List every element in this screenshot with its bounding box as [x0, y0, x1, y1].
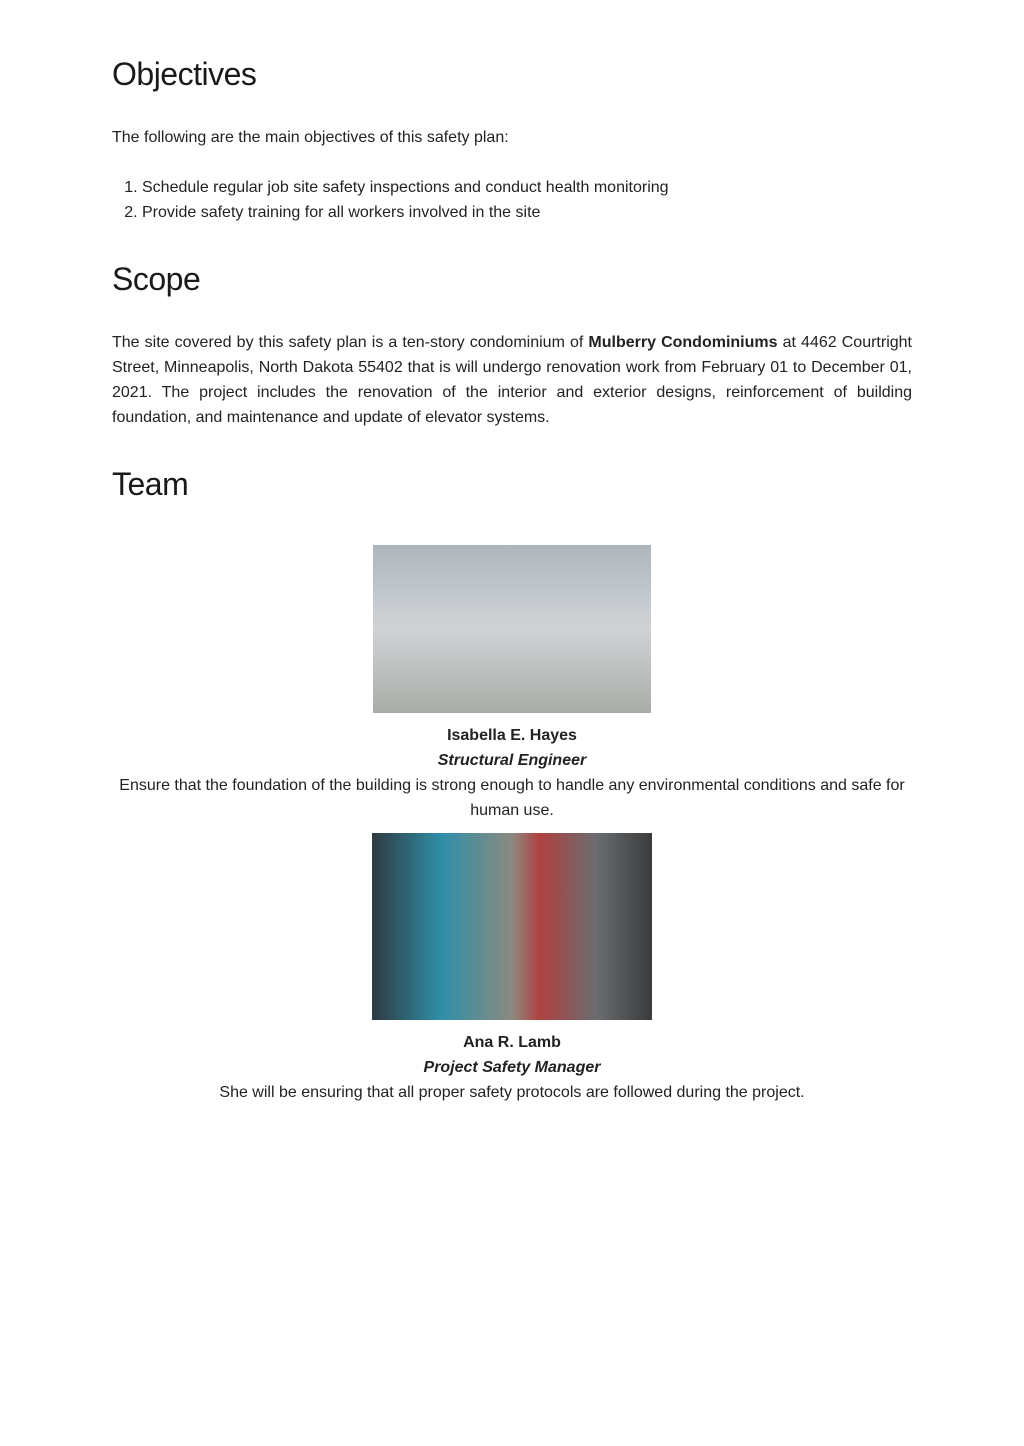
- member-photo: [373, 545, 651, 713]
- team-member: [112, 545, 912, 823]
- list-item: 1. Schedule regular job site safety inspections and conduct health monitoring: [142, 175, 669, 200]
- scope-text: The site covered by this safety plan is a ten-story condominium of: [112, 334, 589, 351]
- member-role: Project Safety Manager: [423, 1059, 601, 1076]
- team-heading: Team: [112, 466, 189, 502]
- member-description: She will be ensuring that all proper safety protocols are followed during the project.: [219, 1084, 805, 1101]
- list-item: 2. Provide safety training for all workers involved in the site: [142, 200, 669, 225]
- company-name: Mulberry Condominiums: [588, 334, 778, 351]
- objectives-heading: Objectives: [112, 56, 257, 92]
- objectives-intro: The following are the main objectives of this safety plan:: [112, 129, 509, 146]
- member-photo: [372, 833, 652, 1020]
- scope-paragraph: [112, 330, 912, 430]
- member-role: Structural Engineer: [437, 752, 587, 769]
- scope-text: at 4462 Courtright Street, Minneapolis, North Dakota 55402 that is will undergo renovation work from February 01 to December 01, 2021. The project includes the renovation of the interior and exterior designs, reinforcement of building foundation, and maintenance and update of elevator systems.: [112, 334, 912, 426]
- member-description: Ensure that the foundation of the building is strong enough to handle any environmental conditions and safe for human use.: [119, 777, 905, 819]
- scope-heading: Scope: [112, 261, 201, 297]
- member-name: Isabella E. Hayes: [447, 727, 577, 744]
- member-name: Ana R. Lamb: [463, 1034, 561, 1051]
- team-member: [112, 833, 912, 1105]
- objectives-list: [112, 175, 669, 225]
